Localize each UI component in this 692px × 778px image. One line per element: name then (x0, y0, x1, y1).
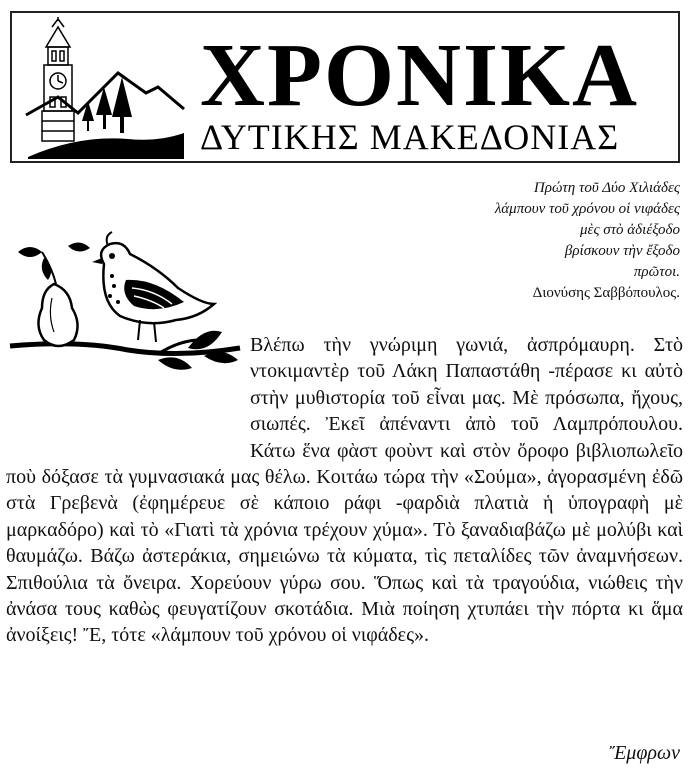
article-signature: Ἔμφρων (609, 742, 680, 764)
publication-title: ΧΡΟΝΙΚΑ (200, 26, 639, 125)
epigraph (495, 178, 680, 304)
epigraph-author: Διονύσης Σαββόπουλος. (532, 285, 680, 301)
masthead (10, 11, 680, 163)
epigraph-line: μὲς στὸ ἀδιέξοδο (580, 222, 680, 238)
epigraph-line: λάμπουν τοῦ χρόνου οἱ νιφάδες (494, 201, 680, 217)
clock-tower-mountain-logo (18, 17, 186, 161)
epigraph-line: πρῶτοι. (633, 264, 680, 280)
publication-subtitle: ΔΥΤΙΚΗΣ ΜΑΚΕΔΟΝΙΑΣ (200, 117, 620, 157)
illustration-spacer (6, 332, 250, 440)
article-text: Βλέπω τὴν γνώριμη γωνιά, ἀσπρόμαυρη. Στὸ ντοκιμαντὲρ τοῦ Λάκη Παπαστάθη -πέρασε κι αὐτὸ στὴν μυθιστορία τοῦ εἶναι μας. Μὲ πρόσωπα, ἤχους, σιωπές. Ἐκεῖ ἀπέναντι ἀπὸ τοῦ Λαμπρόπουλου. Κάτω ἕνα φὰστ φοὺντ καὶ στὸν ὄροφο βιβλιοπωλεῖο ποὺ δόξασε τὰ γυμνασιακά μας θέλω. Κοιτάω τώρα τὴν «Σούμα», ἀγορασμένη ἐδῶ στὰ Γρεβενὰ (ἐφημέρευε σὲ κάποιο ράφι -φαρδιὰ πλατιὰ ἡ ὑπογραφὴ μὲ μαρκαδόρο) καὶ τὸ «Γιατὶ τὰ χρόνια τρέχουν χύμα». Τὸ ξαναδιαβάζω μὲ μολύβι καὶ θαυμάζω. Βάζω ἀστεράκια, σημειώνω τὰ κύματα, τὶς πεταλίδες τῶν ἀναμνήσεων. Σπιθούλια τὰ ὄνειρα. Χορεύουν γύρω σου. Ὅπως καὶ τὰ τραγούδια, νιώθεις τὴν ἀνάσα τους καθὼς φευγατίζουν σκοτάδια. Μιὰ ποίηση χτυπάει τὴν πόρτα κι ἅμα ἀνοίξεις! Ἔ, τότε «λάμπουν τοῦ χρόνου οἱ νιφάδες». (6, 334, 683, 647)
article-body (6, 332, 683, 649)
epigraph-line: βρίσκουν τὴν ἔξοδο (564, 243, 680, 259)
epigraph-line: Πρώτη τοῦ Δύο Χιλιάδες (533, 180, 680, 196)
